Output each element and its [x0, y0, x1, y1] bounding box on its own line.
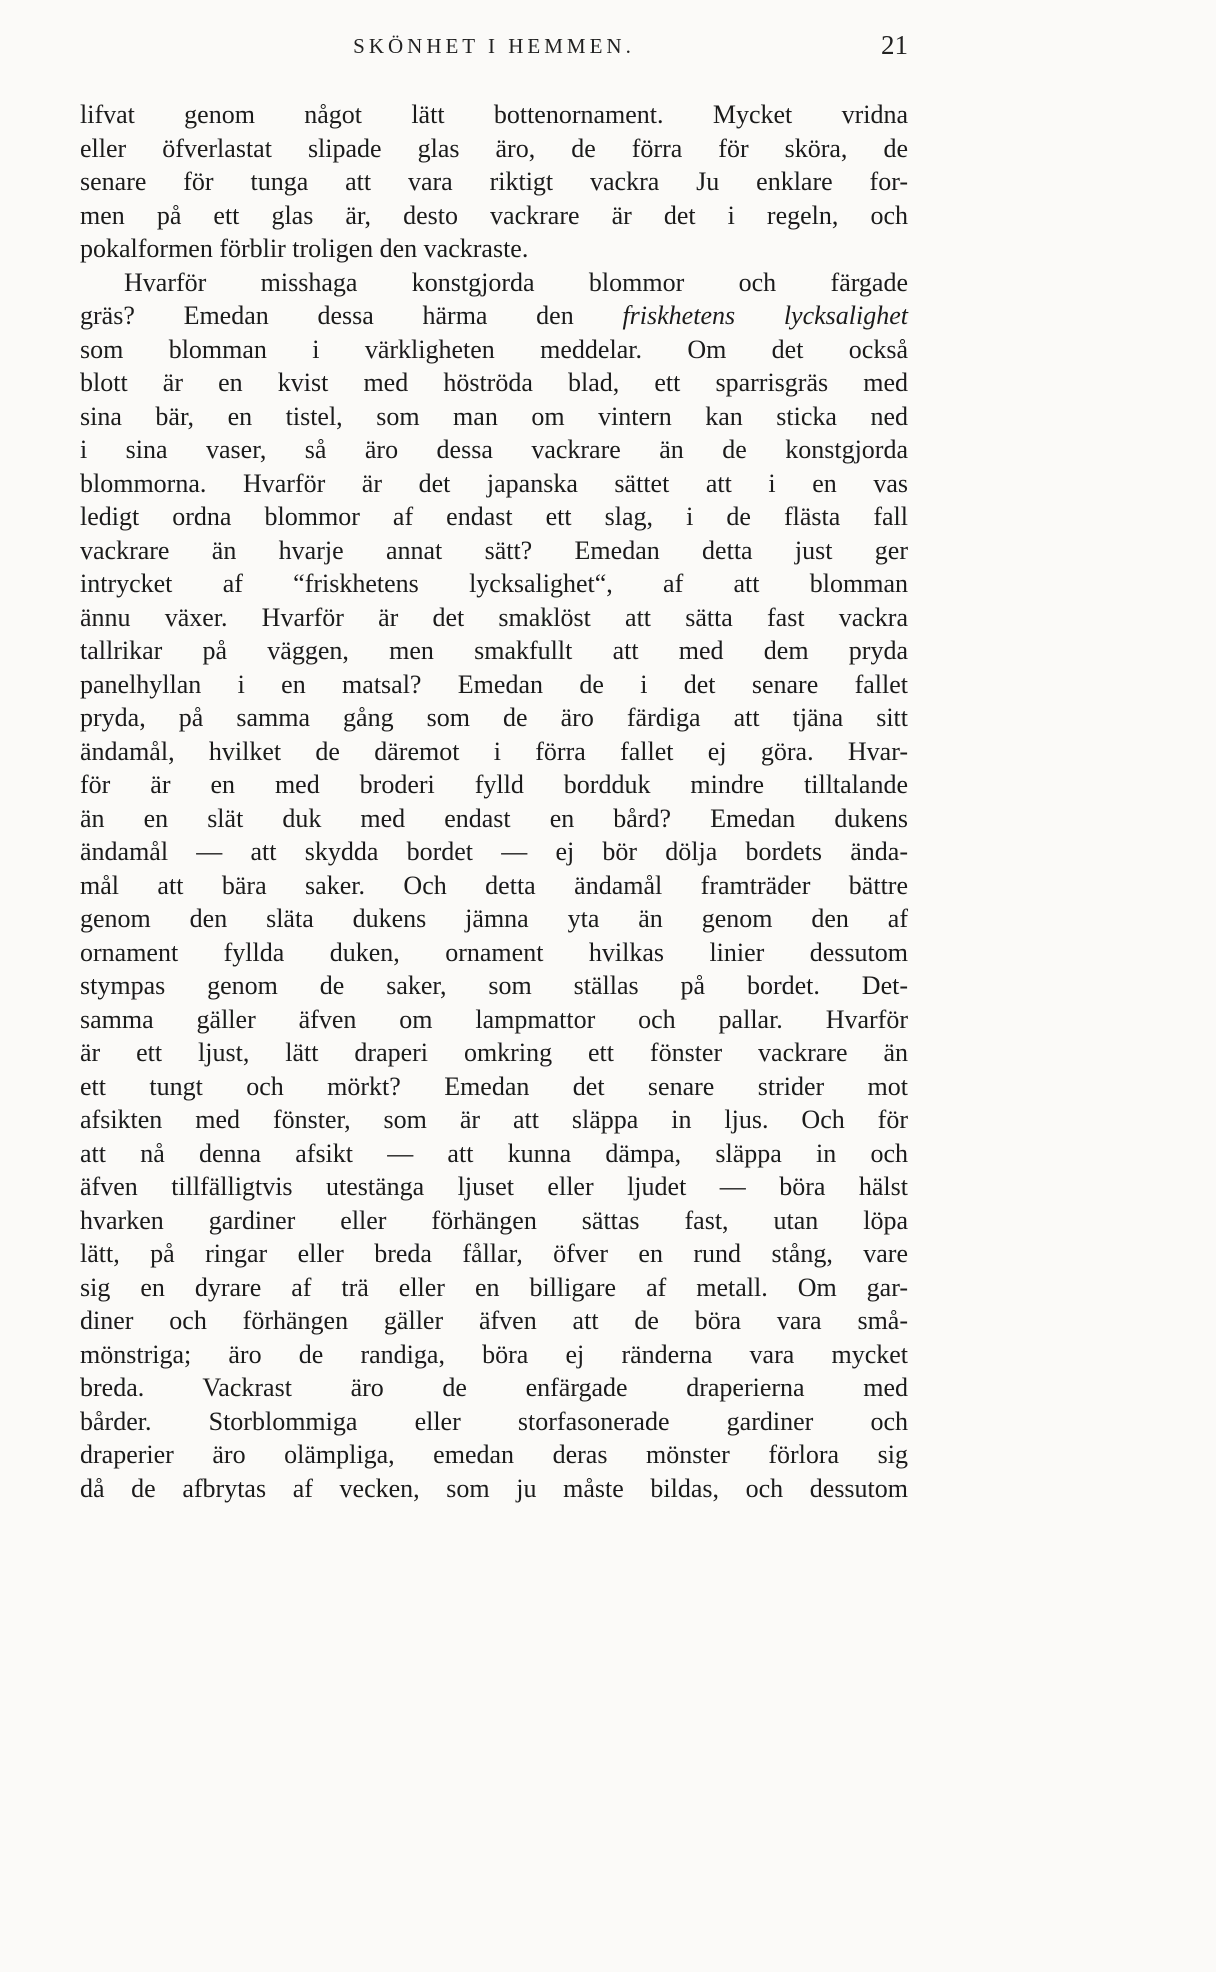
text-line: men på ett glas är, desto vackrare är det i regeln, och: [80, 200, 908, 230]
text-line: afsikten med fönster, som är att släppa in ljus. Och för: [80, 1105, 908, 1134]
text-line: än en slät duk med endast en bård? Emedan dukens: [80, 803, 908, 833]
text-line: att nå denna afsikt — att kunna dämpa, släppa in och: [80, 1138, 908, 1168]
text-line: ännu växer. Hvarför är det smaklöst att sätta fast vackra: [80, 602, 908, 632]
text-line: stympas genom de saker, som ställas på bordet. Det-: [80, 971, 908, 1000]
text-line: genom den släta dukens jämna yta än genom den af: [80, 904, 908, 933]
text-line: ändamål, hvilket de däremot i förra fallet ej göra. Hvar-: [80, 736, 908, 766]
text-line: i sina vaser, så äro dessa vackrare än de konstgjorda: [80, 435, 908, 464]
page-body: [80, 98, 908, 1505]
text-line: då de afbrytas af vecken, som ju måste bildas, och dessutom: [80, 1473, 908, 1503]
text-line: mål att bära saker. Och detta ändamål framträder bättre: [80, 870, 908, 900]
text-line: samma gäller äfven om lampmattor och pallar. Hvarför: [80, 1004, 908, 1034]
text-line: pryda, på samma gång som de äro färdiga att tjäna sitt: [80, 703, 908, 732]
text-line: för är en med broderi fylld bordduk mindre tilltalande: [80, 770, 908, 799]
text-line: lifvat genom något lätt bottenornament. Mycket vridna: [80, 100, 908, 129]
text-line: hvarken gardiner eller förhängen sättas fast, utan löpa: [80, 1205, 908, 1235]
italic-text: friskhetens lycksalighet: [622, 301, 908, 330]
text-line: draperier äro olämpliga, emedan deras mönster förlora sig: [80, 1440, 908, 1469]
page-header: [80, 30, 908, 76]
text-line: lätt, på ringar eller breda fållar, öfver en rund stång, vare: [80, 1239, 908, 1268]
text-line: diner och förhängen gäller äfven att de böra vara små-: [80, 1306, 908, 1335]
text-line: Hvarför misshaga konstgjorda blommor och färgade: [124, 267, 908, 297]
text-line: ett tungt och mörkt? Emedan det senare strider mot: [80, 1071, 908, 1101]
text-line: mönstriga; äro de randiga, böra ej ränderna vara mycket: [80, 1339, 908, 1369]
text-line: vackrare än hvarje annat sätt? Emedan detta just ger: [80, 535, 908, 565]
text-line: är ett ljust, lätt draperi omkring ett fönster vackrare än: [80, 1038, 908, 1067]
text-line: som blomman i värkligheten meddelar. Om det också: [80, 334, 908, 364]
text-line: [80, 299, 908, 333]
text-segment: gräs? Emedan dessa härma den: [80, 301, 623, 330]
page-number: 21: [881, 30, 908, 60]
text-line: sig en dyrare af trä eller en billigare af metall. Om gar-: [80, 1272, 908, 1302]
text-line: ornament fyllda duken, ornament hvilkas linier dessutom: [80, 937, 908, 967]
text-line: panelhyllan i en matsal? Emedan de i det senare fallet: [80, 669, 908, 699]
text-line: pokalformen förblir troligen den vackraste.: [80, 234, 529, 263]
text-line: ändamål — att skydda bordet — ej bör dölja bordets ända-: [80, 837, 908, 866]
text-line: eller öfverlastat slipade glas äro, de förra för sköra, de: [80, 133, 908, 163]
running-title: SKÖNHET I HEMMEN.: [353, 34, 635, 58]
text-line: senare för tunga att vara riktigt vackra Ju enklare for-: [80, 167, 908, 196]
text-line: äfven tillfälligtvis utestänga ljuset eller ljudet — böra hälst: [80, 1172, 908, 1201]
text-line: sina bär, en tistel, som man om vintern kan sticka ned: [80, 401, 908, 431]
text-line: blott är en kvist med höströda blad, ett sparrisgräs med: [80, 368, 908, 397]
text-line: blommorna. Hvarför är det japanska sättet att i en vas: [80, 468, 908, 498]
text-line: tallrikar på väggen, men smakfullt att med dem pryda: [80, 636, 908, 665]
text-line: ledigt ordna blommor af endast ett slag, i de flästa fall: [80, 502, 908, 531]
text-block: [80, 30, 908, 1505]
text-line: bårder. Storblommiga eller storfasonerade gardiner och: [80, 1406, 908, 1436]
text-line: intrycket af “friskhetens lycksalighet“, af att blomman: [80, 569, 908, 598]
text-line: breda. Vackrast äro de enfärgade draperierna med: [80, 1373, 908, 1402]
